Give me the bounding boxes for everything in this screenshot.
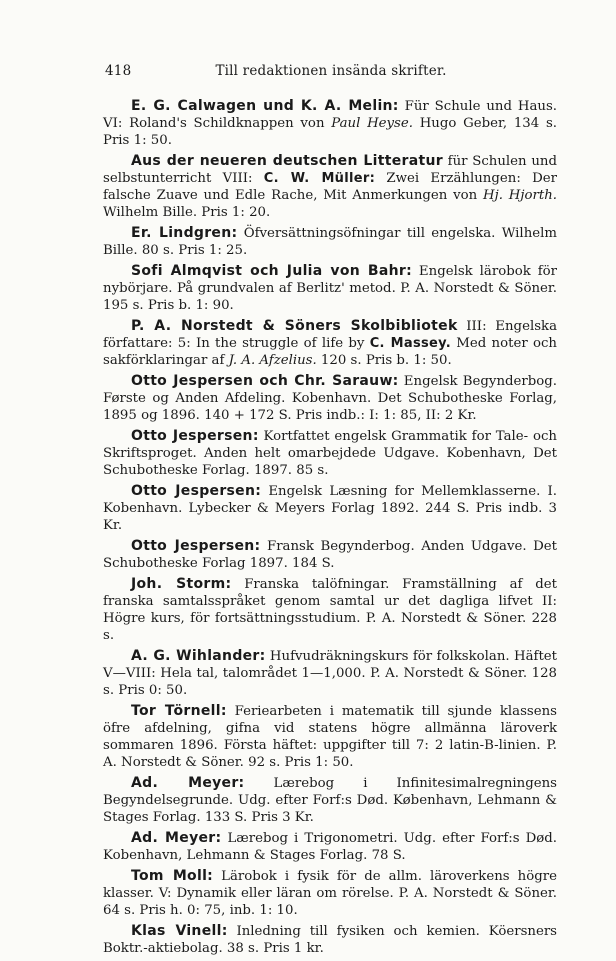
entry-text: Für Schule und Haus. VI: Roland's Schildknappen von	[103, 99, 557, 131]
entry-italic: Hj. Hjorth.	[483, 188, 558, 203]
entry-author: P. A. Norstedt & Söners Skolbibliotek	[131, 318, 458, 334]
entry-italic: Paul Heyse.	[331, 116, 413, 131]
entry-text: Wilhelm Bille. Pris 1: 20.	[103, 205, 271, 220]
entry-author: Tom Moll:	[131, 868, 214, 884]
entry-text: Engelsk Begynderbog. Første og Anden Afdeling. Kobenhavn. Det Schubotheske Forlag, 1895 og 1896. 140 + 172 S. Pris indb.: I: 1: 85, II: 2 Kr.	[103, 374, 558, 423]
entry-text: III: Engelska författare: 5: In the struggle of life by	[103, 319, 558, 351]
entry-author: Sofi Almqvist och Julia von Bahr:	[131, 263, 412, 279]
entry-author: Tor Törnell:	[131, 703, 227, 719]
entry-text: 120 s. Pris b. 1: 50.	[316, 353, 452, 368]
entry-author: Otto Jespersen och Chr. Sarauw:	[131, 373, 399, 389]
entry-author: A. G. Wihlander:	[131, 648, 266, 664]
entry-author: Ad. Meyer:	[131, 830, 222, 846]
list-item	[103, 428, 557, 479]
entry-text: Öfversättningsöfningar till engelska. Wilhelm Bille. 80 s. Pris 1: 25.	[103, 226, 557, 258]
entry-text: Fransk Begynderbog. Anden Udgave. Det Schubotheske Forlag 1897. 184 S.	[103, 539, 557, 571]
list-item	[103, 98, 557, 149]
list-item	[103, 153, 557, 221]
entry-author: Aus der neueren deutschen Litteratur	[131, 153, 443, 169]
entry-text: Zwei Erzählungen: Der falsche Zuave und Edle Rache, Mit Anmerkungen von	[103, 171, 557, 203]
entry-bold: C. Massey.	[369, 336, 451, 351]
entry-text: Hugo Geber, 134 s. Pris 1: 50.	[103, 116, 558, 148]
entry-text: Engelsk lärobok för nybörjare. På grundvalen af Berlitz' metod. P. A. Norstedt & Söner. 195 s. Pris b. 1: 90.	[103, 264, 557, 313]
list-item	[103, 703, 557, 771]
entry-text: Inledning till fysiken och kemien. Köersners Boktr.-aktiebolag. 38 s. Pris 1 kr.	[103, 924, 558, 956]
entry-text: Lærebog i Infinitesimalregningens Begyndelsegrunde. Udg. efter Forf:s Død. København, Lehmann & Stages Forlag. 133 S. Pris 3 Kr.	[103, 776, 557, 825]
entry-author: Joh. Storm:	[131, 576, 232, 592]
entry-author: Ad. Meyer:	[131, 775, 245, 791]
entry-text: Hufvudräkningskurs för folkskolan. Häftet V—VIII: Hela tal, talområdet 1—1,000. P. A. Norstedt & Söner. 128 s. Pris 0: 50.	[103, 649, 558, 698]
entry-text: Kortfattet engelsk Grammatik for Tale- och Skriftsproget. Anden helt omarbejdede Udgave. Kobenhavn, Det Schubotheske Forlag. 1897. 85 s.	[103, 429, 557, 478]
list-item	[103, 576, 557, 644]
entry-text: Lärobok i fysik för de allm. läroverkens högre klasser. V: Dynamik eller läran om rörelse. P. A. Norstedt & Söner. 64 s. Pris h. 0: 75, inb. 1: 10.	[103, 869, 557, 918]
entry-text: für Schulen und selbstunterricht VIII:	[103, 154, 557, 186]
list-item	[103, 225, 557, 259]
list-item	[103, 318, 557, 369]
list-item	[103, 830, 557, 864]
entry-author: Otto Jespersen:	[131, 483, 262, 499]
list-item	[103, 775, 557, 826]
entry-bold: C. W. Müller:	[263, 171, 376, 186]
list-item	[103, 483, 557, 534]
entry-text: Franska talöfningar. Framställning af det franska samtalsspråket genom samtal ur det dagliga lifvet II: Högre kurs, för fortsättningsstudium. P. A. Norstedt & Söner. 228 s.	[103, 577, 557, 643]
running-title: Till redaktionen insända skrifter.	[215, 63, 447, 79]
entry-author: Klas Vinell:	[131, 923, 228, 939]
page-number: 418	[105, 63, 132, 79]
entry-author: Er. Lindgren:	[131, 225, 238, 241]
entry-list	[103, 98, 557, 961]
entry-text: Feriearbeten i matematik till sjunde klassens öfre afdelning, gifna vid statens högre allmänna läroverk sommaren 1896. Första häftet: uppgifter till 7: 2 latin-B-linien. P. A. Norstedt & Söner. 92 s. Pris 1: 50.	[103, 704, 557, 770]
list-item	[103, 373, 557, 424]
list-item	[103, 538, 557, 572]
page-header	[105, 63, 557, 83]
entry-text: Med noter och sakförklaringar af	[103, 336, 557, 368]
list-item	[103, 923, 557, 957]
entry-author: Otto Jespersen:	[131, 428, 259, 444]
list-item	[103, 868, 557, 919]
list-item	[103, 648, 557, 699]
entry-author: Otto Jespersen:	[131, 538, 261, 554]
entry-text: Engelsk Læsning for Mellemklasserne. I. Kobenhavn. Lybecker & Meyers Forlag 1892. 244 S. Pris indb. 3 Kr.	[103, 484, 557, 533]
entry-text: Lærebog i Trigonometri. Udg. efter Forf:s Død. Kobenhavn, Lehmann & Stages Forlag. 78 S.	[103, 831, 557, 863]
list-item	[103, 263, 557, 314]
entry-italic: J. A. Afzelius.	[228, 353, 317, 368]
entry-author: E. G. Calwagen und K. A. Melin:	[131, 98, 399, 114]
